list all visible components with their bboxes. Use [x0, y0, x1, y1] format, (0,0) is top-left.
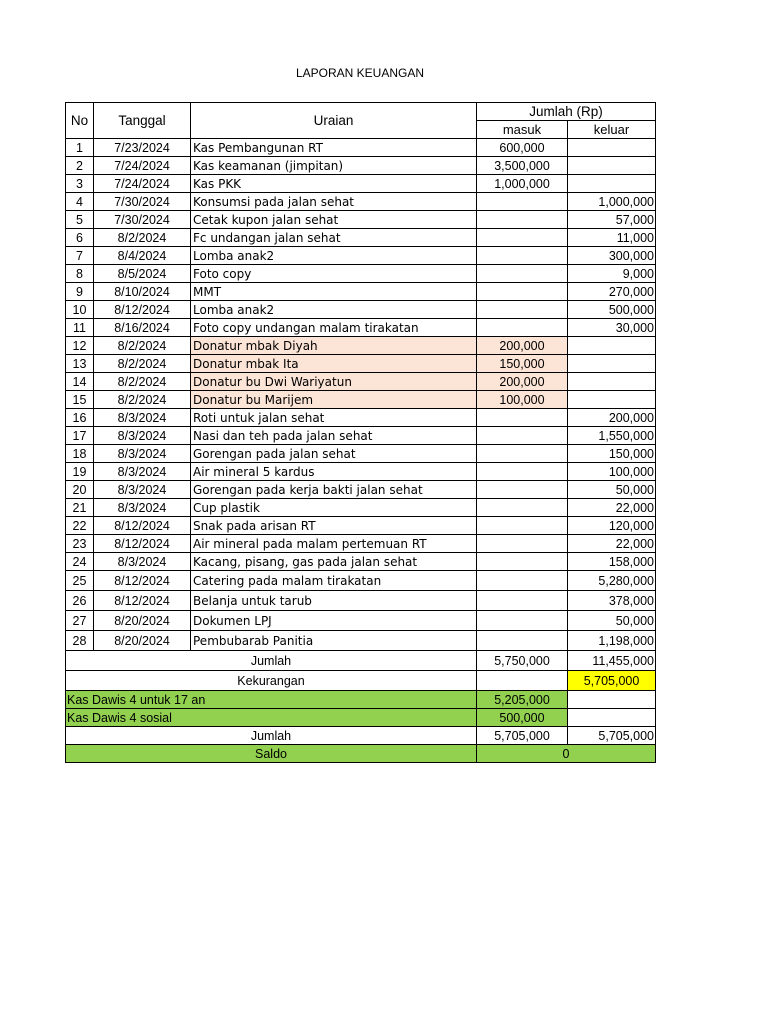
row-uraian: Air mineral 5 kardus [191, 463, 477, 481]
row-tanggal: 8/3/2024 [94, 409, 191, 427]
row-keluar: 100,000 [568, 463, 656, 481]
row-masuk [477, 611, 568, 631]
row-masuk [477, 301, 568, 319]
summary-kassosial-row [66, 709, 656, 727]
row-uraian: Kas Pembangunan RT [191, 139, 477, 157]
row-tanggal: 7/23/2024 [94, 139, 191, 157]
row-no: 3 [66, 175, 94, 193]
row-masuk [477, 229, 568, 247]
row-keluar [568, 337, 656, 355]
table-row [66, 283, 656, 301]
table-row [66, 535, 656, 553]
saldo-value: 0 [477, 745, 656, 763]
row-tanggal: 8/5/2024 [94, 265, 191, 283]
row-uraian: Nasi dan teh pada jalan sehat [191, 427, 477, 445]
kekurangan-value: 5,705,000 [568, 671, 656, 691]
row-keluar: 50,000 [568, 611, 656, 631]
row-no: 19 [66, 463, 94, 481]
row-tanggal: 8/20/2024 [94, 611, 191, 631]
table-row [66, 211, 656, 229]
transaction-rows [66, 139, 656, 651]
table-row [66, 229, 656, 247]
table-row [66, 499, 656, 517]
row-masuk: 200,000 [477, 373, 568, 391]
table-row [66, 301, 656, 319]
table-row [66, 427, 656, 445]
summary-rows [66, 651, 656, 763]
row-tanggal: 7/24/2024 [94, 175, 191, 193]
row-no: 27 [66, 611, 94, 631]
kassosial-value: 500,000 [477, 709, 568, 727]
header-masuk: masuk [477, 121, 568, 139]
row-uraian: Pembubarab Panitia [191, 631, 477, 651]
row-tanggal: 8/3/2024 [94, 499, 191, 517]
row-no: 8 [66, 265, 94, 283]
row-tanggal: 8/3/2024 [94, 481, 191, 499]
header-jumlah: Jumlah (Rp) [477, 103, 656, 121]
row-no: 2 [66, 157, 94, 175]
row-keluar [568, 157, 656, 175]
kas17-label: Kas Dawis 4 untuk 17 an [66, 691, 477, 709]
row-keluar: 1,550,000 [568, 427, 656, 445]
row-keluar: 120,000 [568, 517, 656, 535]
row-uraian: Kas PKK [191, 175, 477, 193]
row-tanggal: 8/12/2024 [94, 301, 191, 319]
row-tanggal: 8/10/2024 [94, 283, 191, 301]
row-no: 18 [66, 445, 94, 463]
row-masuk [477, 193, 568, 211]
row-uraian: Konsumsi pada jalan sehat [191, 193, 477, 211]
row-uraian: Fc undangan jalan sehat [191, 229, 477, 247]
row-masuk: 200,000 [477, 337, 568, 355]
table-row [66, 391, 656, 409]
row-masuk [477, 445, 568, 463]
row-no: 5 [66, 211, 94, 229]
row-keluar: 11,000 [568, 229, 656, 247]
row-tanggal: 8/2/2024 [94, 337, 191, 355]
table-row [66, 481, 656, 499]
row-tanggal: 8/2/2024 [94, 373, 191, 391]
row-uraian: Dokumen LPJ [191, 611, 477, 631]
row-uraian: Cetak kupon jalan sehat [191, 211, 477, 229]
row-uraian: Donatur mbak Ita [191, 355, 477, 373]
row-no: 23 [66, 535, 94, 553]
summary-jumlah2-row [66, 727, 656, 745]
row-masuk [477, 283, 568, 301]
table-row [66, 337, 656, 355]
summary-saldo-row [66, 745, 656, 763]
table-row [66, 265, 656, 283]
row-keluar: 50,000 [568, 481, 656, 499]
row-uraian: Snak pada arisan RT [191, 517, 477, 535]
header-uraian: Uraian [191, 103, 477, 139]
row-tanggal: 8/12/2024 [94, 517, 191, 535]
row-no: 13 [66, 355, 94, 373]
row-no: 24 [66, 553, 94, 571]
table-row [66, 157, 656, 175]
report-title: LAPORAN KEUANGAN [295, 66, 425, 80]
row-keluar: 57,000 [568, 211, 656, 229]
row-masuk [477, 535, 568, 553]
row-no: 26 [66, 591, 94, 611]
row-masuk [477, 319, 568, 337]
row-keluar: 9,000 [568, 265, 656, 283]
table-row [66, 193, 656, 211]
table-row [66, 553, 656, 571]
row-keluar: 270,000 [568, 283, 656, 301]
row-keluar: 150,000 [568, 445, 656, 463]
row-masuk [477, 571, 568, 591]
kas17-value: 5,205,000 [477, 691, 568, 709]
table-row [66, 463, 656, 481]
jumlah2-label: Jumlah [66, 727, 477, 745]
row-keluar [568, 175, 656, 193]
row-uraian: Donatur bu Dwi Wariyatun [191, 373, 477, 391]
saldo-label: Saldo [66, 745, 477, 763]
row-masuk: 3,500,000 [477, 157, 568, 175]
row-no: 1 [66, 139, 94, 157]
row-tanggal: 8/2/2024 [94, 355, 191, 373]
table-row [66, 247, 656, 265]
row-uraian: Lomba anak2 [191, 247, 477, 265]
row-keluar [568, 355, 656, 373]
row-keluar: 30,000 [568, 319, 656, 337]
row-tanggal: 8/3/2024 [94, 463, 191, 481]
row-uraian: Gorengan pada kerja bakti jalan sehat [191, 481, 477, 499]
row-masuk [477, 499, 568, 517]
row-uraian: Kacang, pisang, gas pada jalan sehat [191, 553, 477, 571]
row-uraian: Catering pada malam tirakatan [191, 571, 477, 591]
row-tanggal: 8/20/2024 [94, 631, 191, 651]
row-uraian: Belanja untuk tarub [191, 591, 477, 611]
row-uraian: Gorengan pada jalan sehat [191, 445, 477, 463]
row-masuk [477, 631, 568, 651]
table-row [66, 517, 656, 535]
row-no: 28 [66, 631, 94, 651]
kekurangan-masuk-empty [477, 671, 568, 691]
row-keluar [568, 391, 656, 409]
row-masuk [477, 591, 568, 611]
row-uraian: Foto copy [191, 265, 477, 283]
row-uraian: MMT [191, 283, 477, 301]
jumlah-masuk: 5,750,000 [477, 651, 568, 671]
row-tanggal: 8/4/2024 [94, 247, 191, 265]
row-no: 22 [66, 517, 94, 535]
row-keluar: 5,280,000 [568, 571, 656, 591]
financial-report-table [65, 102, 656, 763]
row-masuk [477, 265, 568, 283]
kassosial-keluar-empty [568, 709, 656, 727]
row-tanggal: 8/16/2024 [94, 319, 191, 337]
row-tanggal: 8/12/2024 [94, 591, 191, 611]
kassosial-label: Kas Dawis 4 sosial [66, 709, 477, 727]
table-row [66, 373, 656, 391]
kas17-keluar-empty [568, 691, 656, 709]
row-masuk [477, 553, 568, 571]
header-tanggal: Tanggal [94, 103, 191, 139]
row-tanggal: 7/30/2024 [94, 211, 191, 229]
row-tanggal: 7/30/2024 [94, 193, 191, 211]
row-keluar: 22,000 [568, 535, 656, 553]
row-keluar: 378,000 [568, 591, 656, 611]
row-uraian: Lomba anak2 [191, 301, 477, 319]
row-uraian: Donatur mbak Diyah [191, 337, 477, 355]
row-tanggal: 8/12/2024 [94, 571, 191, 591]
row-masuk [477, 517, 568, 535]
row-tanggal: 8/3/2024 [94, 553, 191, 571]
row-uraian: Cup plastik [191, 499, 477, 517]
jumlah2-keluar: 5,705,000 [568, 727, 656, 745]
row-no: 16 [66, 409, 94, 427]
table-row [66, 571, 656, 591]
table-row [66, 175, 656, 193]
row-uraian: Donatur bu Marijem [191, 391, 477, 409]
row-no: 12 [66, 337, 94, 355]
row-masuk: 600,000 [477, 139, 568, 157]
row-tanggal: 8/2/2024 [94, 391, 191, 409]
table-row [66, 631, 656, 651]
summary-kekurangan-row [66, 671, 656, 691]
row-keluar: 1,198,000 [568, 631, 656, 651]
row-uraian: Air mineral pada malam pertemuan RT [191, 535, 477, 553]
table-row [66, 319, 656, 337]
row-keluar: 300,000 [568, 247, 656, 265]
kekurangan-label: Kekurangan [66, 671, 477, 691]
row-masuk: 150,000 [477, 355, 568, 373]
row-no: 17 [66, 427, 94, 445]
row-no: 6 [66, 229, 94, 247]
row-uraian: Kas keamanan (jimpitan) [191, 157, 477, 175]
row-tanggal: 8/3/2024 [94, 427, 191, 445]
row-keluar: 200,000 [568, 409, 656, 427]
row-masuk: 1,000,000 [477, 175, 568, 193]
row-keluar: 500,000 [568, 301, 656, 319]
row-masuk [477, 247, 568, 265]
row-tanggal: 8/2/2024 [94, 229, 191, 247]
table-row [66, 409, 656, 427]
row-keluar: 22,000 [568, 499, 656, 517]
table-row [66, 355, 656, 373]
row-no: 11 [66, 319, 94, 337]
row-no: 10 [66, 301, 94, 319]
header-keluar: keluar [568, 121, 656, 139]
jumlah-label: Jumlah [66, 651, 477, 671]
row-uraian: Roti untuk jalan sehat [191, 409, 477, 427]
table-row [66, 591, 656, 611]
row-masuk [477, 463, 568, 481]
row-no: 7 [66, 247, 94, 265]
row-tanggal: 7/24/2024 [94, 157, 191, 175]
row-masuk: 100,000 [477, 391, 568, 409]
row-masuk [477, 211, 568, 229]
row-no: 21 [66, 499, 94, 517]
table-row [66, 445, 656, 463]
row-keluar [568, 139, 656, 157]
row-keluar: 1,000,000 [568, 193, 656, 211]
row-no: 14 [66, 373, 94, 391]
table-row [66, 611, 656, 631]
row-no: 20 [66, 481, 94, 499]
table-row [66, 139, 656, 157]
row-keluar: 158,000 [568, 553, 656, 571]
row-masuk [477, 481, 568, 499]
summary-jumlah-row [66, 651, 656, 671]
row-no: 15 [66, 391, 94, 409]
row-masuk [477, 427, 568, 445]
summary-kas17-row [66, 691, 656, 709]
jumlah-keluar: 11,455,000 [568, 651, 656, 671]
row-no: 25 [66, 571, 94, 591]
row-tanggal: 8/3/2024 [94, 445, 191, 463]
row-masuk [477, 409, 568, 427]
header-no: No [66, 103, 94, 139]
row-no: 4 [66, 193, 94, 211]
row-keluar [568, 373, 656, 391]
row-no: 9 [66, 283, 94, 301]
row-tanggal: 8/12/2024 [94, 535, 191, 553]
row-uraian: Foto copy undangan malam tirakatan [191, 319, 477, 337]
jumlah2-masuk: 5,705,000 [477, 727, 568, 745]
